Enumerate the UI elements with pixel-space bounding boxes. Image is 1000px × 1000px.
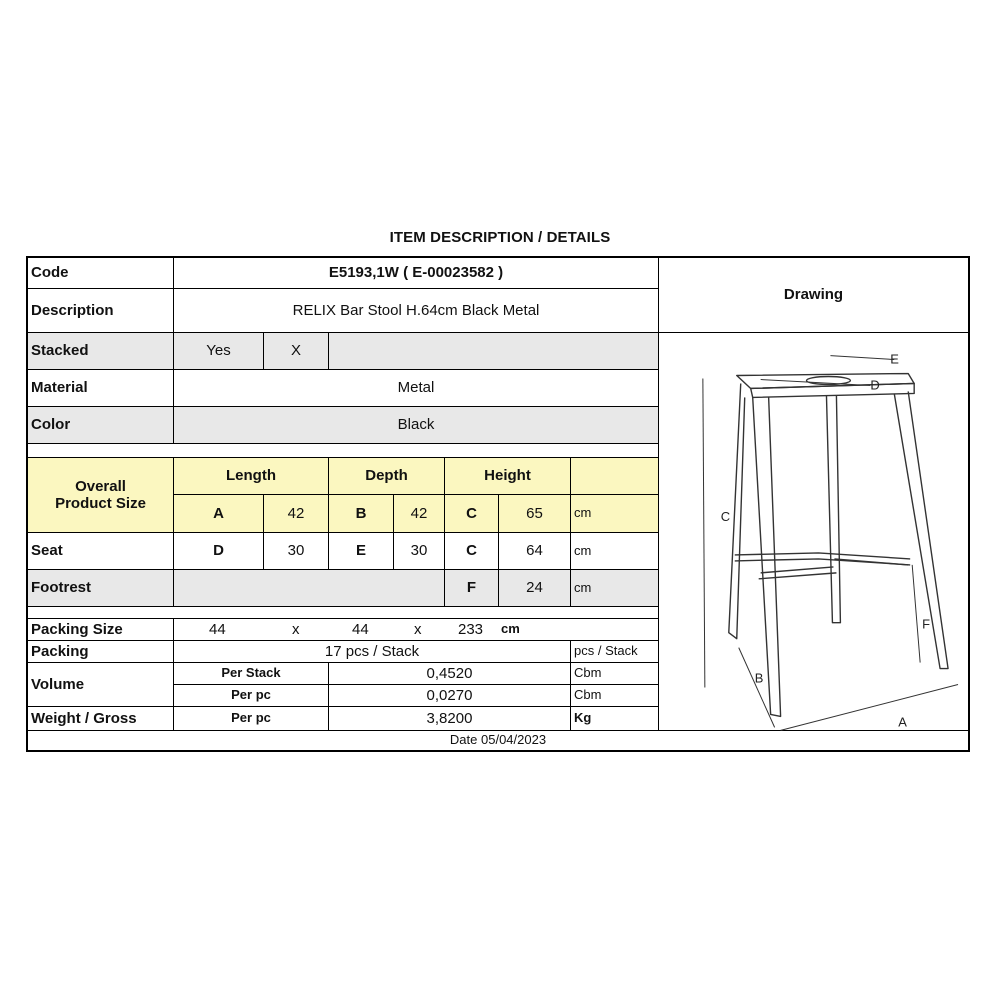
overall-size-label <box>28 458 173 533</box>
description-label: Description <box>28 289 173 333</box>
seat-d-letter: D <box>173 533 263 570</box>
overall-b-value: 42 <box>393 495 444 533</box>
volume-per-pc-unit: Cbm <box>570 685 658 707</box>
sheet-title: ITEM DESCRIPTION / DETAILS <box>389 229 611 246</box>
weight-unit: Kg <box>570 707 658 731</box>
footrest-unit: cm <box>570 570 658 607</box>
drawing-header: Drawing <box>658 258 968 333</box>
color-label: Color <box>28 407 173 444</box>
date-text: Date 05/04/2023 <box>449 732 547 748</box>
seat-c-letter: C <box>444 533 498 570</box>
volume-per-pc-value: 0,0270 <box>328 685 570 707</box>
packing-size-unit: cm <box>501 621 520 637</box>
packing-size-x2: x <box>414 620 422 638</box>
volume-per-stack-value: 0,4520 <box>328 663 570 685</box>
overall-c-letter: C <box>444 495 498 533</box>
material-value: Metal <box>173 370 658 407</box>
spacer-row-2 <box>28 607 658 619</box>
seat-d-value: 30 <box>263 533 328 570</box>
seat-c-value: 64 <box>498 533 570 570</box>
spacer-row <box>28 444 658 458</box>
footrest-f-value: 24 <box>498 570 570 607</box>
length-header: Length <box>173 458 328 495</box>
height-header: Height <box>444 458 570 495</box>
packing-value: 17 pcs / Stack <box>173 641 570 663</box>
overall-b-letter: B <box>328 495 393 533</box>
footrest-label: Footrest <box>28 570 173 607</box>
weight-value: 3,8200 <box>328 707 570 731</box>
drawing-label-b: B <box>754 670 764 686</box>
seat-unit: cm <box>570 533 658 570</box>
packing-size-values <box>173 619 658 641</box>
bar-stool-drawing <box>659 333 968 731</box>
volume-per-stack-unit: Cbm <box>570 663 658 685</box>
stacked-mark: X <box>263 333 328 370</box>
material-label: Material <box>28 370 173 407</box>
color-value: Black <box>173 407 658 444</box>
volume-per-pc-label: Per pc <box>173 685 328 707</box>
seat-e-letter: E <box>328 533 393 570</box>
weight-per-pc-label: Per pc <box>173 707 328 731</box>
overall-unit: cm <box>570 495 658 533</box>
stacked-label: Stacked <box>28 333 173 370</box>
drawing-area <box>658 333 968 731</box>
packing-label: Packing <box>28 641 173 663</box>
overall-c-value: 65 <box>498 495 570 533</box>
stacked-empty <box>328 333 658 370</box>
packing-size-label: Packing Size <box>28 619 173 641</box>
packing-unit: pcs / Stack <box>570 641 658 663</box>
overall-size-label-text: Overall Product Size <box>55 477 146 512</box>
overall-a-letter: A <box>173 495 263 533</box>
packing-size-length: 44 <box>209 620 226 638</box>
packing-size-width: 44 <box>352 620 369 638</box>
drawing-label-e: E <box>890 351 899 367</box>
overall-a-value: 42 <box>263 495 328 533</box>
overall-unit-header <box>570 458 658 495</box>
seat-e-value: 30 <box>393 533 444 570</box>
stacked-value: Yes <box>173 333 263 370</box>
drawing-label-d: D <box>870 376 880 392</box>
drawing-label-f: F <box>922 616 931 632</box>
packing-size-height: 233 <box>458 620 484 638</box>
packing-size-x1: x <box>292 620 300 638</box>
footrest-empty <box>173 570 444 607</box>
drawing-label-c: C <box>720 508 731 524</box>
code-label: Code <box>28 258 173 289</box>
volume-per-stack-label: Per Stack <box>173 663 328 685</box>
seat-label: Seat <box>28 533 173 570</box>
footrest-f-letter: F <box>444 570 498 607</box>
drawing-label-a: A <box>898 713 907 729</box>
code-value: E5193,1W ( E-00023582 ) <box>173 258 658 289</box>
volume-label: Volume <box>28 663 173 707</box>
weight-label: Weight / Gross <box>28 707 173 731</box>
description-value: RELIX Bar Stool H.64cm Black Metal <box>173 289 658 333</box>
depth-header: Depth <box>328 458 444 495</box>
spec-sheet <box>26 256 970 752</box>
